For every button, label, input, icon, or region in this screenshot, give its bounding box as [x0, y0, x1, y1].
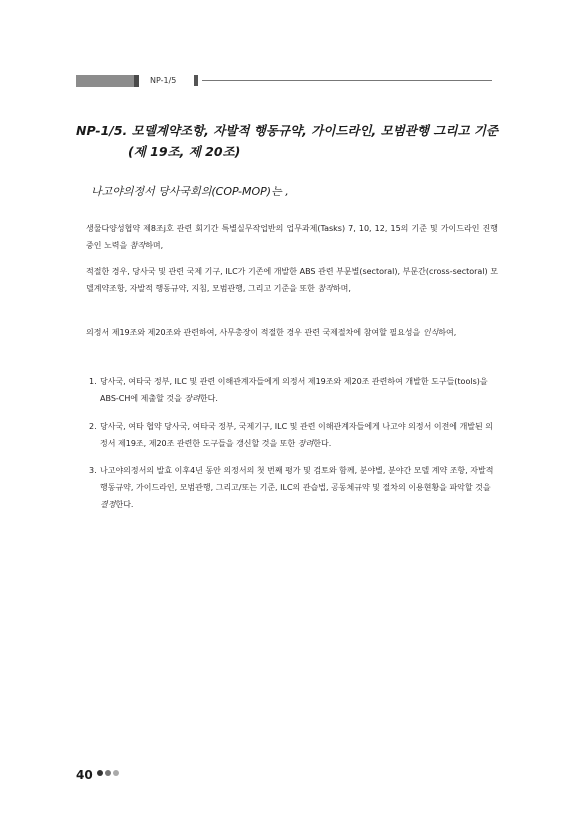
preamble-paragraph	[76, 263, 498, 297]
list-emphasis: 장려	[297, 439, 314, 448]
paragraph-text: 의정서 제19조와 제20조와 관련하여, 사무총장이 적절한 경우 관련 국제절차에 참여할 필요성을	[86, 328, 423, 337]
paragraph-emphasis: 인식	[422, 328, 439, 337]
header-marker	[194, 75, 198, 86]
paragraph-emphasis: 참작	[317, 284, 333, 293]
header-rule	[202, 80, 492, 81]
list-text-end: 한다.	[115, 500, 134, 509]
list-number: 2.	[89, 422, 97, 431]
list-text-end: 한다.	[199, 394, 218, 403]
paragraph-text: 생물다양성협약 제8조j호 관련 회기간 특별실무작업반의 업무과제(Tasks) 7, 10, 12, 15의 기준 및 가이드라인 진행 중인 노력을	[86, 224, 498, 250]
page-number: 40	[76, 768, 93, 782]
header-code: NP-1/5	[150, 76, 177, 85]
decision-preamble-heading: 나고야의정서 당사국회의(COP-MOP)는 ,	[91, 185, 289, 198]
preamble-paragraph	[76, 324, 498, 341]
dot-icon	[97, 770, 103, 776]
paragraph-text: 적절한 경우, 당사국 및 관련 국제 기구, ILC가 기존에 개발한 ABS 관련 부문별(sectoral), 부문간(cross-sectoral) 모델계약조항, 자발적 행동규약, 지침, 모범관행, 그리고 기준을 또한	[86, 267, 498, 293]
section-title	[76, 120, 506, 162]
list-item	[89, 418, 499, 452]
section-title-line1: NP-1/5. 모델계약조항, 자발적 행동규약, 가이드라인, 모범관행 그리고 기준	[76, 123, 499, 138]
list-text: 당사국, 여타 협약 당사국, 여타국 정부, 국제기구, ILC 및 관련 이해관계자들에게 나고야 의정서 이전에 개발된 의정서 제19조, 제20조 관련한 도구들을 갱신할 것을 또한	[100, 422, 494, 448]
header-bar	[76, 75, 138, 87]
list-number: 3.	[89, 466, 97, 475]
dot-icon	[105, 770, 111, 776]
paragraph-emphasis: 참작	[129, 241, 146, 250]
dot-icon	[113, 770, 119, 776]
preamble-paragraph	[76, 220, 498, 254]
list-emphasis: 장려	[184, 394, 200, 403]
header-bar-mark	[134, 75, 139, 87]
list-item	[89, 462, 499, 513]
list-number: 1.	[89, 377, 97, 386]
paragraph-text-end: 하여,	[438, 328, 457, 337]
footer-dots-icon	[97, 770, 129, 777]
running-header	[0, 68, 564, 88]
section-title-line2: (제 19조, 제 20조)	[128, 144, 241, 159]
page-footer	[76, 764, 93, 782]
paragraph-text-end: 하며,	[145, 241, 164, 250]
paragraph-text-end: 하며,	[332, 284, 351, 293]
list-text: 당사국, 여타국 정부, ILC 및 관련 이해관계자들에게 의정서 제19조와 제20조 관련하여 개발한 도구들(tools)을 ABS-CH에 제출할 것을	[100, 377, 488, 403]
list-text: 나고야의정서의 발효 이후4년 동안 의정서의 첫 번째 평가 및 검토와 함께, 분야별, 분야간 모델 계약 조항, 자발적 행동규약, 가이드라인, 모범관행, 그리고/또는 기준, ILC의 관습법, 공동체규약 및 절차의 이용현황을 파악할 것을	[100, 466, 494, 492]
list-item	[89, 373, 499, 407]
list-emphasis: 결정	[100, 500, 116, 509]
list-text-end: 한다.	[313, 439, 332, 448]
